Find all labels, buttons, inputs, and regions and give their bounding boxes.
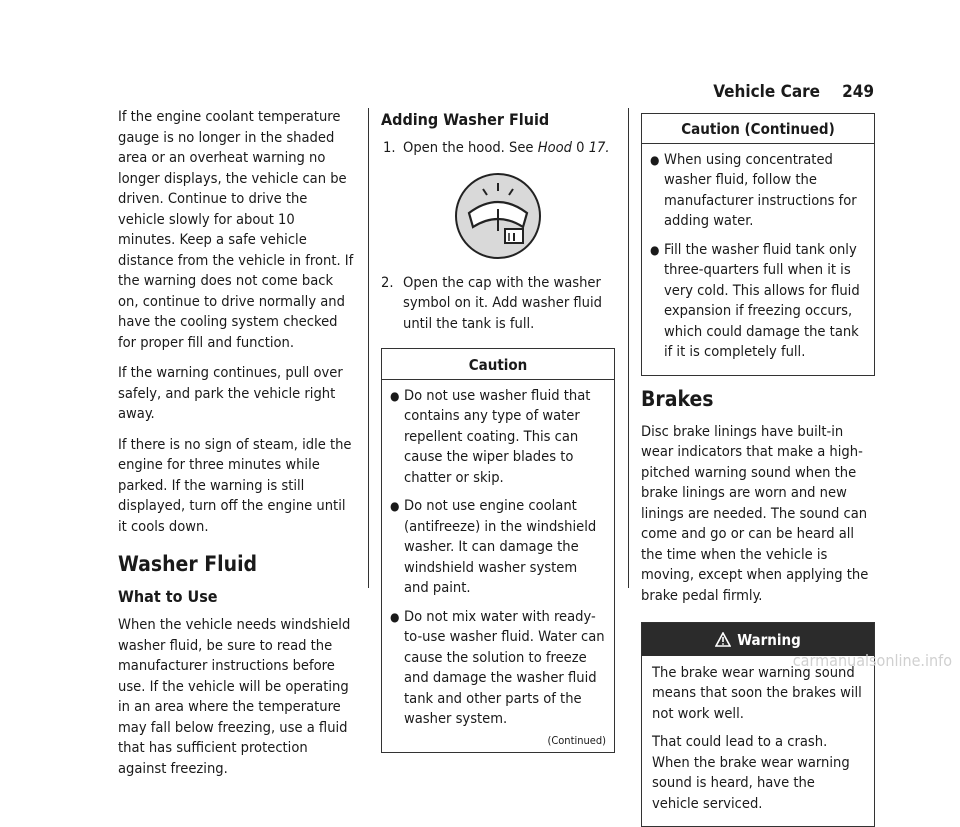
washer-symbol-icon: [453, 171, 543, 261]
column-divider-1: [368, 108, 369, 588]
list-item: ● Do not use washer fluid that contains any type of water repellent coating. This can cause the wiper blades to chatter or skip.: [390, 386, 606, 489]
bullet-icon: ●: [650, 242, 660, 257]
caution-box: [381, 348, 615, 753]
step-1: [381, 138, 615, 159]
heading-adding-washer-fluid: Adding Washer Fluid: [381, 110, 550, 129]
bullet-icon: ●: [650, 152, 660, 167]
paragraph: The brake wear warning sound means that soon the brakes will not work well.: [652, 663, 862, 722]
list-item: ● Do not use engine coolant (antifreeze) in the windshield washer. It can damage the windshield washer system and paint.: [390, 496, 606, 599]
caution-body: [382, 380, 614, 752]
caution-continued-box: [641, 113, 875, 376]
column-1: [118, 107, 356, 789]
caution-continued-title: Caution (Continued): [642, 114, 874, 144]
page-ref-arrow: 0: [576, 139, 585, 156]
caution-continued-body: [642, 144, 874, 375]
watermark: carmanualsonline.info: [792, 651, 952, 670]
heading-brakes: Brakes: [641, 386, 714, 411]
paragraph: If the warning continues, pull over safely, and park the vehicle right away.: [118, 364, 343, 422]
heading-washer-fluid: Washer Fluid: [118, 552, 258, 576]
step-2: [381, 273, 615, 335]
bullet-icon: ●: [390, 609, 400, 624]
step-text: Open the cap with the washer symbol on it. Add washer fluid until the tank is full.: [403, 273, 602, 332]
warning-triangle-icon: [715, 632, 731, 647]
continued-note: (Continued): [547, 733, 606, 747]
page-number: 249: [842, 82, 874, 102]
warning-body: [642, 656, 874, 827]
bullet-icon: ●: [390, 499, 400, 513]
caution-title: Caution: [468, 356, 528, 374]
page-header: [713, 82, 874, 102]
column-3: [641, 113, 875, 827]
column-2: [381, 110, 615, 753]
section-title: Vehicle Care: [713, 82, 821, 102]
page-ref: 17.: [588, 139, 610, 156]
list-item: ● Fill the washer fluid tank only three-quarters full when it is very cold. This allows for fluid expansion if freezing occurs, which could damage the tank if it is completely full.: [650, 240, 866, 363]
paragraph: When the vehicle needs windshield washer fluid, be sure to read the manufacturer instructions before use. If the vehicle will be operating in an area where the temperature may fall below freezing, use a fluid that has sufficient protection against freezing.: [118, 616, 351, 777]
column-divider-2: [628, 108, 629, 588]
bullet-icon: ●: [390, 388, 400, 403]
heading-what-to-use: What to Use: [118, 587, 218, 606]
washer-symbol-container: [381, 171, 615, 261]
list-item: ● Do not mix water with ready-to-use washer fluid. Water can cause the solution to freeze and damage the washer fluid tank and other parts of the washer system.: [390, 607, 606, 730]
paragraph: If there is no sign of steam, idle the engine for three minutes while parked. If the warning is still displayed, turn off the engine until it cools down.: [118, 435, 352, 535]
list-item: ● When using concentrated washer fluid, follow the manufacturer instructions for adding water.: [650, 150, 866, 232]
warning-title: Warning: [737, 631, 801, 649]
paragraph: If the engine coolant temperature gauge is no longer in the shaded area or an overheat warning no longer displays, the vehicle can be driven. Continue to drive the vehicle slowly for about 10 minutes. Keep a safe vehicle distance from the vehicle in front. If the warning does not come back on, continue to drive normally and have the cooling system checked for proper fill and function.: [118, 108, 354, 351]
paragraph: Disc brake linings have built-in wear indicators that make a high-pitched warning sound when the brake linings are worn and new linings are needed. The sound can come and go or can be heard all the time when the vehicle is moving, except when applying the brake pedal firmly.: [641, 422, 869, 604]
step-number: 1.: [383, 139, 396, 156]
step-text: Open the hood. See Hood 0 17.: [403, 139, 610, 156]
paragraph: That could lead to a crash. When the brake wear warning sound is heard, have the vehicle serviced.: [652, 733, 850, 812]
hood-link[interactable]: Hood: [537, 139, 572, 156]
step-number: 2.: [381, 273, 394, 291]
